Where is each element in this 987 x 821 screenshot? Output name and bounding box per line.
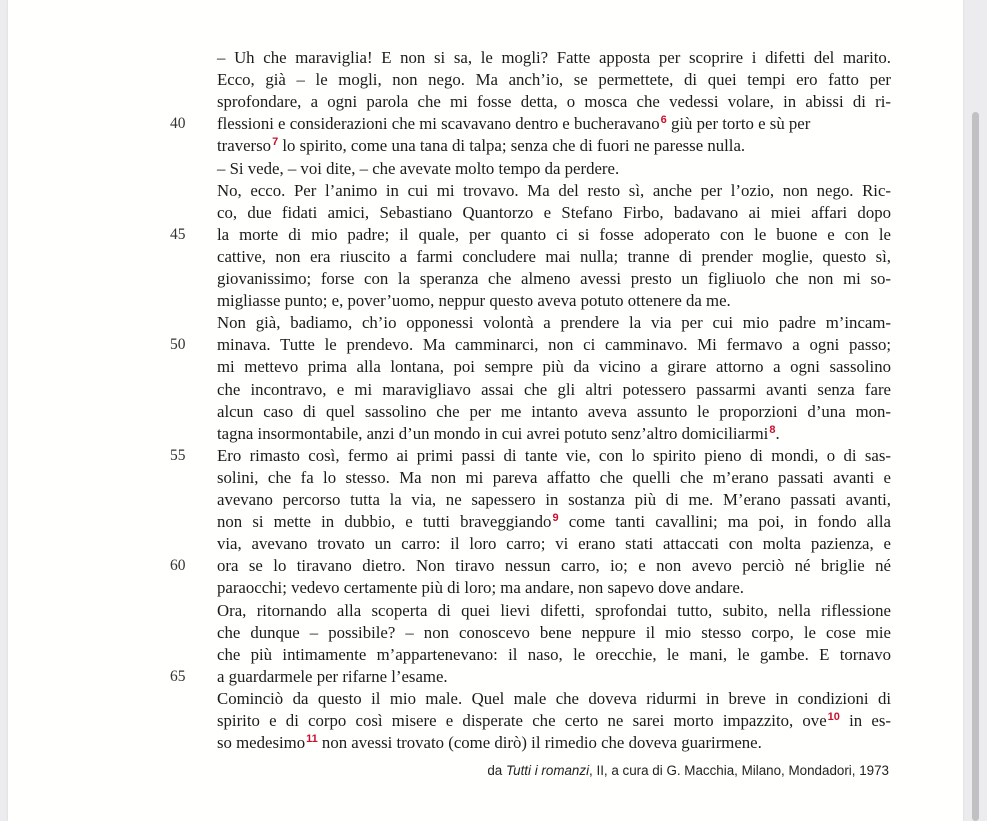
text-line bbox=[217, 489, 891, 511]
line-text: minava. Tutte le prendevo. Ma camminarci, non ci camminavo. Mi fermavo a ogni passo; bbox=[217, 335, 891, 354]
line-text: flessioni e considerazioni che mi scavavano dentro e bucheravano bbox=[217, 114, 660, 133]
line-text: Ero rimasto così, fermo ai primi passi di tante vie, con lo spirito pieno di mondi, o di sas- bbox=[217, 446, 891, 465]
footnote-marker[interactable]: 7 bbox=[272, 136, 279, 148]
line-text: alcun caso di quel sassolino che per me intanto aveva assunto le proporzioni d’una mon- bbox=[217, 402, 891, 421]
line-number: 65 bbox=[170, 668, 186, 685]
line-text-continued: non avessi trovato (come dirò) il rimedio che doveva guarirmene. bbox=[317, 733, 762, 752]
text-line bbox=[217, 113, 891, 135]
line-text: so medesimo bbox=[217, 733, 306, 752]
footnote-marker[interactable]: 6 bbox=[660, 114, 667, 126]
line-text: – Si vede, – voi dite, – che avevate molto tempo da perdere. bbox=[217, 159, 620, 178]
line-text: spirito e di corpo così misere e disperate che certo ne sarei morto impazzito, ove bbox=[217, 711, 827, 730]
line-text: Cominciò da questo il mio male. Quel male che doveva ridurmi in breve in condizioni di bbox=[217, 689, 891, 708]
source-prefix: da bbox=[487, 763, 506, 778]
line-text-continued: come tanti cavallini; ma poi, in fondo alla bbox=[558, 512, 891, 531]
text-line bbox=[217, 268, 891, 290]
line-text: cattive, non era riuscito a farmi concludere mai nulla; tranne di prender moglie, questo sì, bbox=[217, 247, 891, 266]
text-line bbox=[217, 622, 891, 644]
line-text-continued: . bbox=[775, 424, 780, 443]
text-line bbox=[217, 47, 891, 69]
text-line bbox=[217, 290, 891, 312]
text-line bbox=[217, 511, 891, 533]
line-text: che dunque – possibile? – non conoscevo bene neppure il mio stesso corpo, le cose mie bbox=[217, 623, 891, 642]
line-text: a guardarmele per rifarne l’esame. bbox=[217, 667, 448, 686]
source-title: Tutti i romanzi bbox=[505, 763, 590, 778]
footnote-marker[interactable]: 8 bbox=[769, 424, 776, 436]
text-line bbox=[217, 401, 891, 423]
text-line bbox=[217, 246, 891, 268]
text-line bbox=[217, 224, 891, 246]
text-line bbox=[217, 644, 891, 666]
source-citation bbox=[487, 761, 889, 781]
text-line bbox=[217, 202, 891, 224]
line-text: non si mette in dubbio, e tutti braveggiando bbox=[217, 512, 552, 531]
text-line bbox=[217, 180, 891, 202]
text-line bbox=[217, 666, 891, 688]
text-line bbox=[217, 688, 891, 710]
line-text: Ora, ritornando alla scoperta di quei lievi difetti, sprofondai tutto, subito, nella riflessione bbox=[217, 601, 891, 620]
line-text: Ecco, già – le mogli, non nego. Ma anch’io, se permettete, di quei tempi ero fatto per bbox=[217, 70, 891, 89]
line-text: solini, che fa lo stesso. Ma non mi pareva affatto che quelli che m’erano passati avanti e bbox=[217, 468, 891, 487]
line-text: mi mettevo prima alla lontana, poi sempre più da vicino a girare attorno a ogni sassolino bbox=[217, 357, 891, 376]
line-text: avevano percorso tutta la via, ne sapessero in sostanza più di me. M’erano passati avanti, bbox=[217, 490, 891, 509]
line-text: che più intimamente m’appartenevano: il naso, le orecchie, le mani, le gambe. E tornavo bbox=[217, 645, 891, 664]
line-text: paraocchi; vedevo certamente più di loro; ma andare, non sapevo dove andare. bbox=[217, 578, 744, 597]
footnote-marker[interactable]: 11 bbox=[306, 733, 318, 745]
line-text-continued: lo spirito, come una tana di talpa; senza che di fuori ne paresse nulla. bbox=[278, 136, 746, 155]
text-line bbox=[217, 379, 891, 401]
text-line bbox=[217, 69, 891, 91]
text-line bbox=[217, 555, 891, 577]
line-text: co, due fidati amici, Sebastiano Quantorzo e Stefano Firbo, badavano ai miei affari dopo bbox=[217, 203, 891, 222]
line-text: migliasse punto; e, pover’uomo, neppur questo aveva potuto ottenere da me. bbox=[217, 291, 731, 310]
text-line bbox=[217, 600, 891, 622]
line-text: via, avevano trovato un carro: il loro carro; vi erano stati attaccati con molta pazienza, e bbox=[217, 534, 891, 553]
text-line bbox=[217, 334, 891, 356]
line-number: 50 bbox=[170, 336, 186, 353]
line-text: giovanissimo; forse con la speranza che almeno avessi presto un figliuolo che non mi so- bbox=[217, 269, 891, 288]
text-line bbox=[217, 445, 891, 467]
source-details: , II, a cura di G. Macchia, Milano, Mondadori, 1973 bbox=[589, 763, 889, 778]
line-text-continued: giù per torto e sù per bbox=[666, 114, 811, 133]
line-number: 55 bbox=[170, 447, 186, 464]
line-text-continued: in es- bbox=[839, 711, 891, 730]
line-text: ora se lo tiravano dietro. Non tiravo nessun carro, io; e non avevo perciò né briglie né bbox=[217, 556, 891, 575]
line-number: 40 bbox=[170, 115, 186, 132]
footnote-marker[interactable]: 10 bbox=[827, 711, 840, 723]
text-line bbox=[217, 312, 891, 334]
text-line bbox=[217, 423, 891, 445]
text-line bbox=[217, 91, 891, 113]
text-line bbox=[217, 710, 891, 732]
line-text: tagna insormontabile, anzi d’un mondo in cui avrei potuto senz’altro domiciliarmi bbox=[217, 424, 769, 443]
text-line bbox=[217, 158, 891, 180]
line-number: 45 bbox=[170, 226, 186, 243]
line-text: traverso bbox=[217, 136, 272, 155]
text-line bbox=[217, 356, 891, 378]
line-text: la morte di mio padre; il quale, per quanto ci si fosse adoperato con le buone e con le bbox=[217, 225, 891, 244]
line-number: 60 bbox=[170, 557, 186, 574]
text-line bbox=[217, 467, 891, 489]
line-text: No, ecco. Per l’animo in cui mi trovavo. Ma del resto sì, anche per l’ozio, non nego. Ric- bbox=[217, 181, 891, 200]
footnote-marker[interactable]: 9 bbox=[552, 512, 559, 524]
line-text: sprofondare, a ogni parola che mi fosse detta, o mosca che vedessi volare, in abissi di ri- bbox=[217, 92, 891, 111]
text-line bbox=[217, 135, 891, 157]
scrollbar[interactable] bbox=[972, 112, 979, 821]
text-line bbox=[217, 732, 891, 754]
text-line bbox=[217, 577, 891, 599]
line-text: Non già, badiamo, ch’io opponessi volontà a prendere la via per cui mio padre m’incam- bbox=[217, 313, 891, 332]
line-text: che incontravo, e mi maravigliavo assai che gli altri potessero passarmi avanti senza fare bbox=[217, 380, 891, 399]
line-text: – Uh che maraviglia! E non si sa, le mogli? Fatte apposta per scoprire i difetti del marito. bbox=[217, 48, 891, 67]
text-line bbox=[217, 533, 891, 555]
